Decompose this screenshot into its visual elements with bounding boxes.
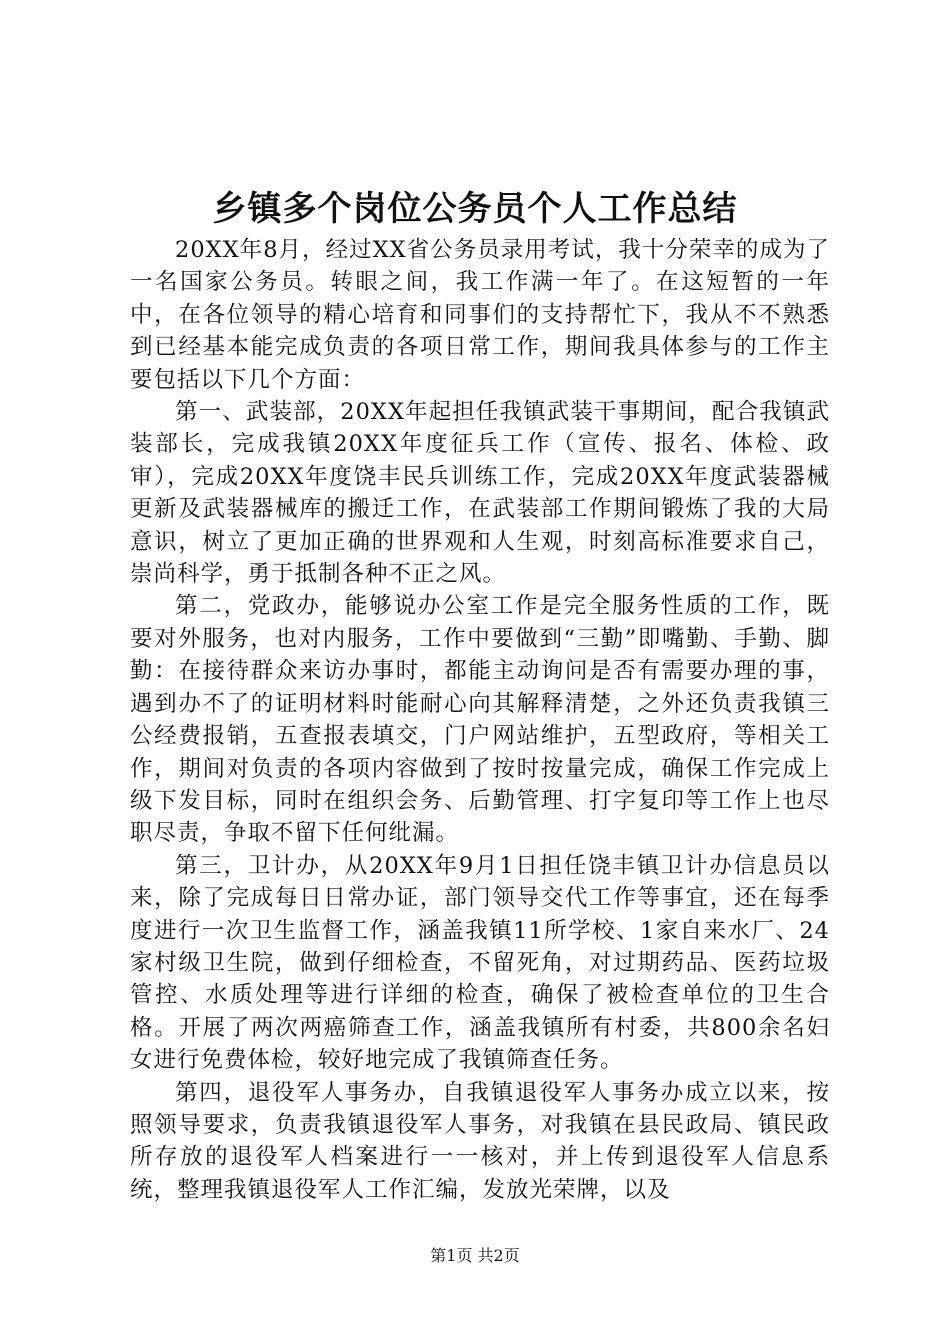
- paragraph-party-office: 第二，党政办，能够说办公室工作是完全服务性质的工作，既要对外服务，也对内服务，工作中要做到“三勤”即嘴勤、手勤、脚勤：在接待群众来访办事时，都能主动询问是否有需要办理的事，遇到办不了的证明材料时能耐心向其解释清楚，之外还负责我镇三公经费报销，五查报表填交，门户网站维护，五型政府，等相关工作，期间对负责的各项内容做到了按时按量完成，确保工作完成上级下发目标，同时在组织会务、后勤管理、打字复印等工作上也尽职尽责，争取不留下任何纰漏。: [130, 593, 830, 847]
- document-body: [130, 234, 830, 1206]
- paragraph-intro: 20XX年8月，经过XX省公务员录用考试，我十分荣幸的成为了一名国家公务员。转眼之间，我工作满一年了。在这短暂的一年中，在各位领导的精心培育和同事们的支持帮忙下，我从不不熟悉到已经基本能完成负责的各项日常工作，期间我具体参与的工作主要包括以下几个方面：: [130, 237, 830, 393]
- document-title: 乡镇多个岗位公务员个人工作总结: [212, 189, 738, 229]
- page-footer: 第1页 共2页: [430, 1246, 520, 1265]
- paragraph-health-office: 第三，卫计办，从20XX年9月1日担任饶丰镇卫计办信息员以来，除了完成每日日常办证，部门领导交代工作等事宜，还在每季度进行一次卫生监督工作，涵盖我镇11所学校、1家自来水厂、24家村级卫生院，做到仔细检查，不留死角，对过期药品、医药垃圾管控、水质处理等进行详细的检查，确保了被检查单位的卫生合格。开展了两次两癌筛查工作，涵盖我镇所有村委，共800余名妇女进行免费体检，较好地完成了我镇筛查任务。: [130, 852, 830, 1074]
- paragraph-veterans-office: 第四，退役军人事务办，自我镇退役军人事务办成立以来，按照领导要求，负责我镇退役军人事务，对我镇在县民政局、镇民政所存放的退役军人档案进行一一核对，并上传到退役军人信息系统，整理我镇退役军人工作汇编，发放光荣牌，以及: [130, 1079, 830, 1203]
- paragraph-armed-forces: 第一、武装部，20XX年起担任我镇武装干事期间，配合我镇武装部长，完成我镇20XX年度征兵工作（宣传、报名、体检、政审），完成20XX年度饶丰民兵训练工作，完成20XX年度武装器械更新及武装器械库的搬迁工作，在武装部工作期间锻炼了我的大局意识，树立了更加正确的世界观和人生观，时刻高标准要求自己，崇尚科学，勇于抵制各种不正之风。: [130, 399, 830, 588]
